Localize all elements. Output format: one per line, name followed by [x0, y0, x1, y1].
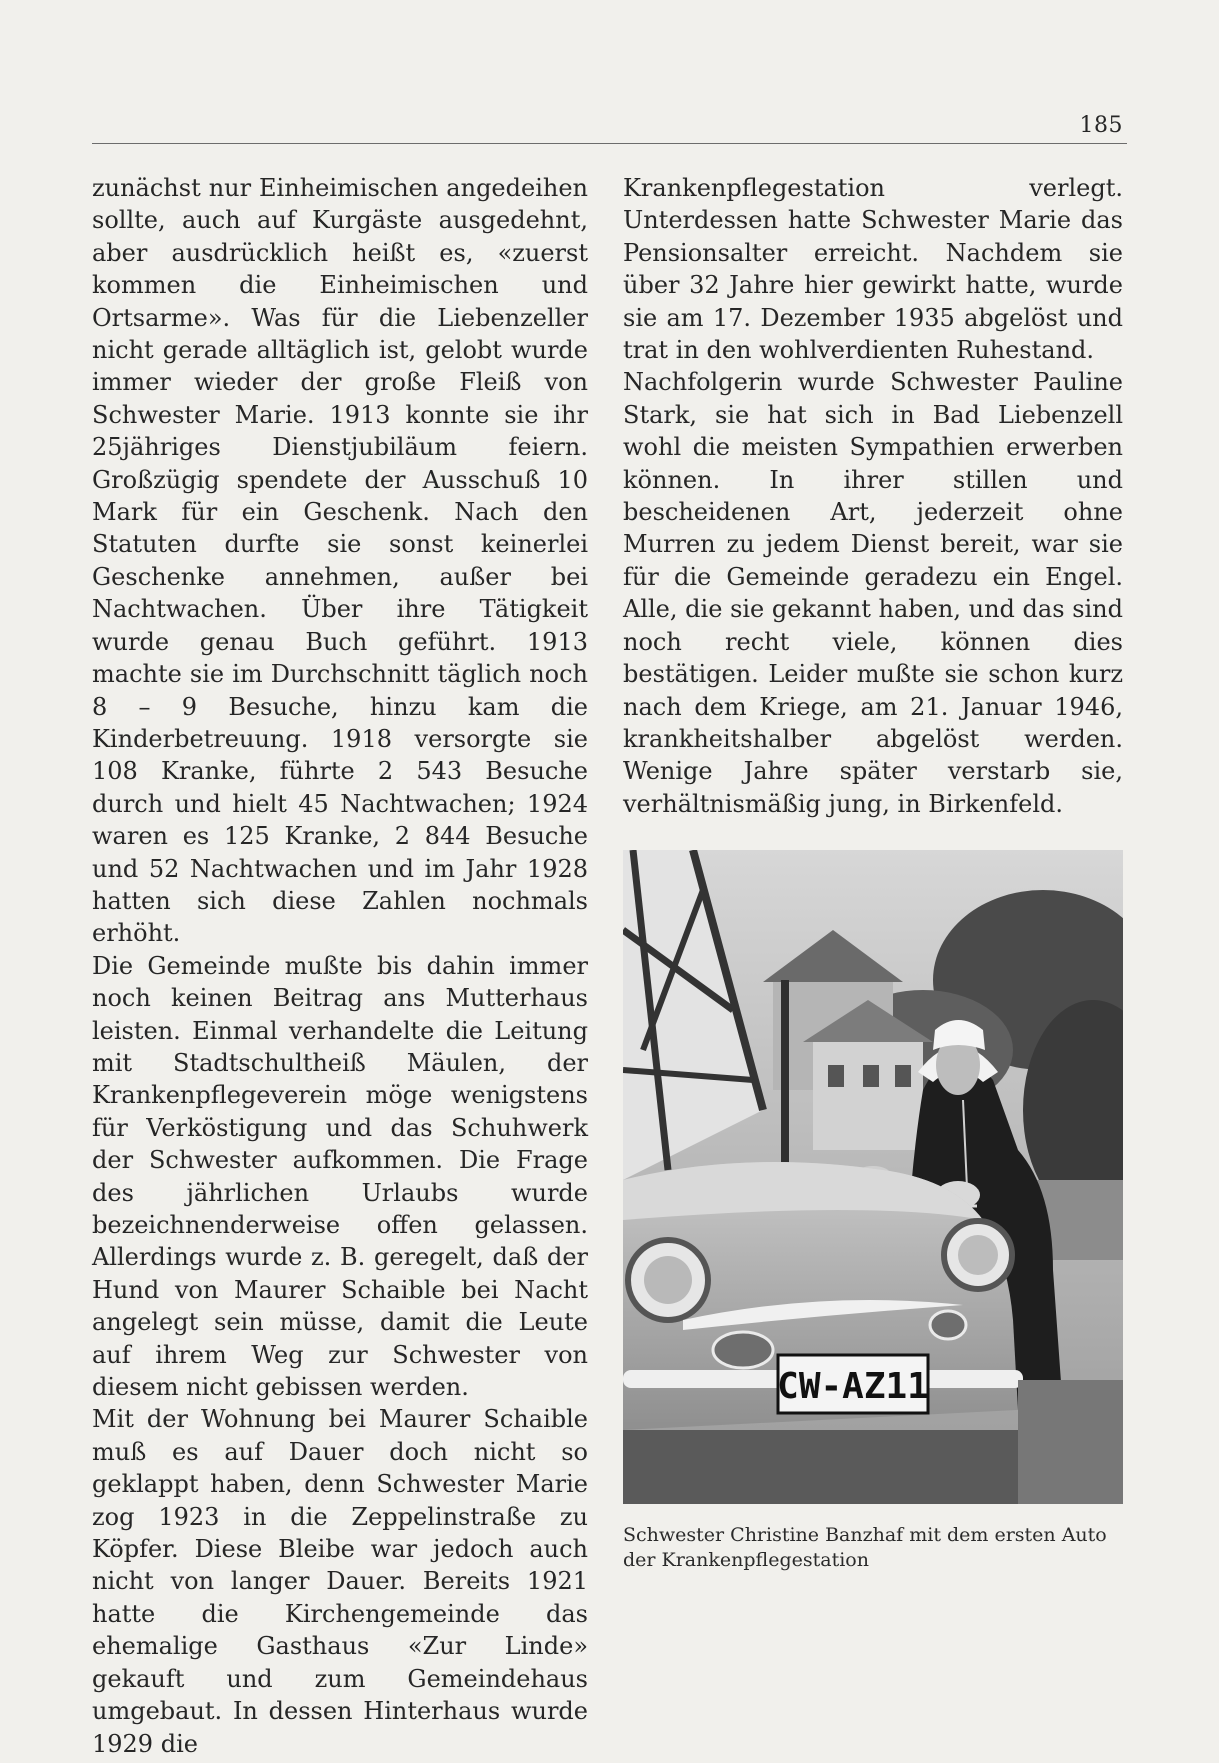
license-plate-text: CW-AZ11 [777, 1366, 929, 1407]
left-paragraph-2: Die Gemeinde mußte bis dahin immer noch keinen Beitrag ans Mutterhaus leisten. Einmal verhandelte die Leitung mit Stadtschultheiß Mäulen, der Krankenpflegeverein möge wenigstens für Verköstigung und das Schuhwerk der Schwester aufkommen. Die Frage des jährlichen Urlaubs wurde bezeichnenderweise offen gelassen. Allerdings wurde z. B. geregelt, daß der Hund von Maurer Schaible bei Nacht angelegt sein müsse, damit die Leute auf ihrem Weg zur Schwester von diesem nicht gebissen werden. [92, 951, 588, 1402]
photo-caption: Schwester Christine Banzhaf mit dem ersten Auto der Krankenpflegestation [623, 1524, 1107, 1571]
header-rule [92, 143, 1127, 144]
left-text-column [92, 172, 588, 1760]
right-text-column [623, 172, 1123, 820]
page-number: 185 [1079, 113, 1123, 138]
right-paragraph-1: Krankenpflegestation verlegt. Unterdessen hatte Schwester Marie das Pensionsalter erreicht. Nachdem sie über 32 Jahre hier gewirkt hatte, wurde sie am 17. Dezember 1935 abgelöst und trat in den wohlverdienten Ruhestand. [623, 174, 1123, 365]
left-paragraph-1: zunächst nur Einheimischen angedeihen sollte, auch auf Kurgäste ausgedehnt, aber ausdrücklich heißt es, «zuerst kommen die Einheimischen und Ortsarme». Was für die Liebenzeller nicht gerade alltäglich ist, gelobt wurde immer wieder der große Fleiß von Schwester Marie. 1913 konnte sie ihr 25jähriges Dienstjubiläum feiern. Großzügig spendete der Ausschuß 10 Mark für ein Geschenk. Nach den Statuten durfte sie sonst keinerlei Geschenke annehmen, außer bei Nachtwachen. Über ihre Tätigkeit wurde genau Buch geführt. 1913 machte sie im Durchschnitt täglich noch 8 – 9 Besuche, hinzu kam die Kinderbetreuung. 1918 versorgte sie 108 Kranke, führte 2 543 Besuche durch und hielt 45 Nachtwachen; 1924 waren es 125 Kranke, 2 844 Besuche und 52 Nachtwachen und im Jahr 1928 hatten sich diese Zahlen nochmals erhöht. [92, 174, 588, 948]
right-paragraph-2: Nachfolgerin wurde Schwester Pauline Stark, sie hat sich in Bad Liebenzell wohl die meisten Sympathien erwerben können. In ihrer stillen und bescheidenen Art, jederzeit ohne Murren zu jedem Dienst bereit, war sie für die Gemeinde geradezu ein Engel. Alle, die sie gekannt haben, und das sind noch recht viele, können dies bestätigen. Leider mußte sie schon kurz nach dem Kriege, am 21. Januar 1946, krankheitshalber abgelöst werden. Wenige Jahre später verstarb sie, verhältnismäßig jung, in Birkenfeld. [623, 368, 1123, 818]
left-paragraph-3: Mit der Wohnung bei Maurer Schaible muß es auf Dauer doch nicht so geklappt haben, denn Schwester Marie zog 1923 in die Zeppelinstraße zu Köpfer. Diese Bleibe war jedoch auch nicht von langer Dauer. Bereits 1921 hatte die Kirchengemeinde das ehemalige Gasthaus «Zur Linde» gekauft und zum Gemeindehaus umgebaut. In dessen Hinterhaus wurde 1929 die [92, 1405, 588, 1758]
photo-nurse-with-car [623, 850, 1123, 1504]
